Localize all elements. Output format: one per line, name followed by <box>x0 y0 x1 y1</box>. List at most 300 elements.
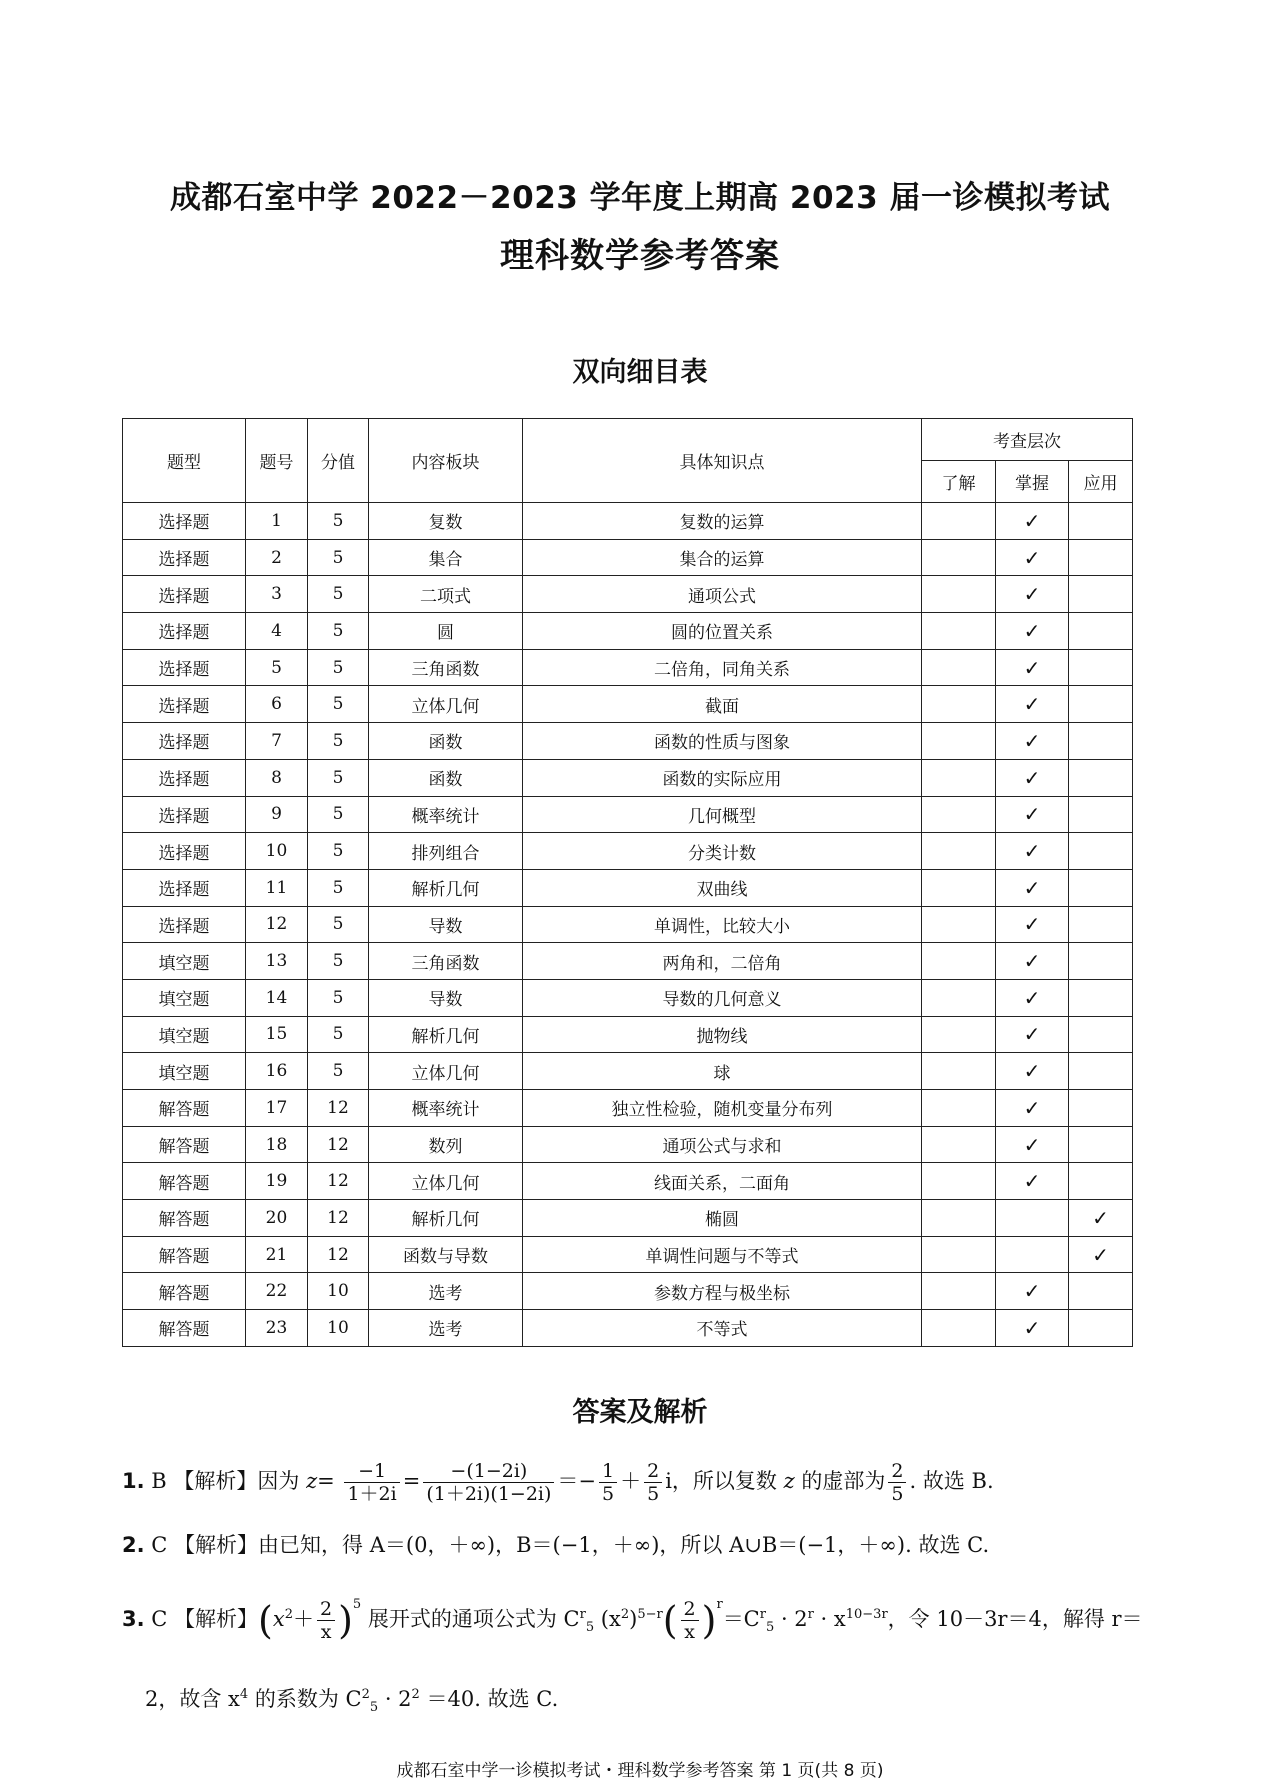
cell-level-apply <box>1069 979 1133 1016</box>
cell-type: 填空题 <box>123 979 246 1016</box>
cell-number: 11 <box>246 869 308 906</box>
cell-score: 5 <box>308 576 369 613</box>
spec-table-title: 双向细目表 <box>572 357 708 388</box>
cell-level-apply <box>1069 503 1133 540</box>
denominator: x <box>320 1621 332 1643</box>
cell-type: 解答题 <box>123 1126 246 1163</box>
cell-level-understand <box>922 503 996 540</box>
cell-level-apply <box>1069 759 1133 796</box>
table-row <box>123 1090 1133 1127</box>
cell-type: 选择题 <box>123 906 246 943</box>
cell-score: 5 <box>308 796 369 833</box>
cell-module: 二项式 <box>369 576 523 613</box>
cell-type: 解答题 <box>123 1273 246 1310</box>
cell-type: 选择题 <box>123 686 246 723</box>
numerator: 2 <box>317 1598 335 1621</box>
cell-level-master <box>996 503 1069 540</box>
answer-text: 的虚部为 <box>794 1469 886 1493</box>
cell-level-master <box>996 869 1069 906</box>
analysis-tag: 【解析】 <box>173 1469 258 1493</box>
cell-score: 5 <box>308 1016 369 1053</box>
exponent: 5 <box>352 1597 362 1612</box>
cell-type: 选择题 <box>123 649 246 686</box>
exponent: 2 <box>620 1607 630 1622</box>
cell-number: 10 <box>246 833 308 870</box>
cell-knowledge: 二倍角，同角关系 <box>523 649 922 686</box>
cell-type: 填空题 <box>123 943 246 980</box>
check-mark-icon: ✓ <box>1023 839 1041 864</box>
cell-knowledge: 集合的运算 <box>523 539 922 576</box>
fraction <box>681 1598 699 1643</box>
cell-module: 数列 <box>369 1126 523 1163</box>
cell-level-understand <box>922 979 996 1016</box>
right-paren: ) <box>701 1598 717 1643</box>
check-mark-icon: ✓ <box>1023 949 1041 974</box>
cell-module: 函数与导数 <box>369 1236 523 1273</box>
cell-number: 22 <box>246 1273 308 1310</box>
variable-x: x <box>272 1607 285 1631</box>
cell-knowledge: 单调性问题与不等式 <box>523 1236 922 1273</box>
numerator: −1 <box>344 1460 399 1483</box>
cell-level-master <box>996 906 1069 943</box>
cell-knowledge: 圆的位置关系 <box>523 613 922 650</box>
cell-level-understand <box>922 613 996 650</box>
cell-level-understand <box>922 723 996 760</box>
equals-sign: = <box>402 1469 421 1493</box>
denominator: 5 <box>602 1483 615 1505</box>
cell-type: 解答题 <box>123 1200 246 1237</box>
cell-level-master <box>996 1163 1069 1200</box>
cell-level-master <box>996 1016 1069 1053</box>
left-paren: ( <box>662 1598 678 1643</box>
check-mark-icon: ✓ <box>1023 728 1041 753</box>
cell-level-understand <box>922 796 996 833</box>
cell-knowledge: 分类计数 <box>523 833 922 870</box>
cell-level-apply <box>1069 833 1133 870</box>
answers-title: 答案及解析 <box>572 1397 708 1428</box>
answer-text: 因为 <box>257 1469 307 1493</box>
table-row <box>123 1236 1133 1273</box>
exponent: r <box>807 1607 814 1622</box>
cell-module: 复数 <box>369 503 523 540</box>
cell-level-apply <box>1069 906 1133 943</box>
cell-module: 函数 <box>369 759 523 796</box>
cell-knowledge: 抛物线 <box>523 1016 922 1053</box>
cell-knowledge: 不等式 <box>523 1310 922 1347</box>
right-paren: ) <box>338 1598 353 1643</box>
cell-level-master <box>996 613 1069 650</box>
exponent: 5−r <box>637 1607 663 1622</box>
cell-module: 排列组合 <box>369 833 523 870</box>
check-mark-icon: ✓ <box>1023 545 1041 570</box>
cell-number: 9 <box>246 796 308 833</box>
cell-level-understand <box>922 686 996 723</box>
cell-level-master <box>996 1126 1069 1163</box>
cell-level-understand <box>922 1126 996 1163</box>
check-mark-icon: ✓ <box>1023 618 1041 643</box>
denominator: 5 <box>647 1483 660 1505</box>
superscript: r <box>579 1607 586 1622</box>
cell-number: 20 <box>246 1200 308 1237</box>
denominator: x <box>684 1621 695 1643</box>
check-mark-icon: ✓ <box>1023 582 1041 607</box>
cell-score: 5 <box>308 759 369 796</box>
cell-knowledge: 参数方程与极坐标 <box>523 1273 922 1310</box>
check-mark-icon: ✓ <box>1023 692 1041 717</box>
cell-module: 概率统计 <box>369 796 523 833</box>
cell-module: 立体几何 <box>369 686 523 723</box>
cell-type: 填空题 <box>123 1053 246 1090</box>
cell-level-master <box>996 943 1069 980</box>
table-row <box>123 1200 1133 1237</box>
cell-level-apply <box>1069 723 1133 760</box>
header-module: 内容板块 <box>369 419 523 503</box>
cell-level-master <box>996 539 1069 576</box>
answer-text: 由已知，得 A＝(0，＋∞)，B＝(−1，＋∞)，所以 A∪B＝(−1，＋∞). 故选 C. <box>258 1533 990 1557</box>
cell-module: 三角函数 <box>369 943 523 980</box>
numerator: −(1−2i) <box>423 1460 554 1483</box>
cell-type: 选择题 <box>123 613 246 650</box>
page-footer: 成都石室中学一诊模拟考试・理科数学参考答案 第 1 页(共 8 页) <box>396 1761 884 1781</box>
cell-level-apply <box>1069 1053 1133 1090</box>
exponent: r <box>716 1597 723 1612</box>
header-type: 题型 <box>123 419 246 503</box>
numerator: 2 <box>681 1598 699 1621</box>
cell-score: 5 <box>308 1053 369 1090</box>
superscript: 2 <box>361 1687 370 1702</box>
fraction <box>423 1460 554 1505</box>
table-row <box>123 869 1133 906</box>
answer-text: ＝− <box>557 1469 597 1493</box>
spec-table <box>122 418 1133 1347</box>
header-number: 题号 <box>246 419 308 503</box>
plus-sign: ＋ <box>620 1469 642 1493</box>
subscript: 5 <box>765 1620 775 1636</box>
answer-text: ) <box>629 1607 638 1631</box>
check-mark-icon: ✓ <box>1023 875 1041 900</box>
check-mark-icon: ✓ <box>1023 655 1041 680</box>
cell-type: 选择题 <box>123 503 246 540</box>
exponent: 10−3r <box>845 1607 888 1622</box>
cell-knowledge: 通项公式与求和 <box>523 1126 922 1163</box>
cell-type: 解答题 <box>123 1163 246 1200</box>
answer-text: ＝40. 故选 C. <box>419 1687 559 1711</box>
cell-level-apply <box>1069 613 1133 650</box>
answer-1 <box>122 1460 1142 1505</box>
cell-type: 填空题 <box>123 1016 246 1053</box>
answer-text: 展开式的通项公式为 C <box>361 1607 580 1631</box>
cell-module: 立体几何 <box>369 1163 523 1200</box>
fraction <box>888 1460 906 1505</box>
cell-score: 12 <box>308 1090 369 1127</box>
cell-level-apply <box>1069 943 1133 980</box>
check-mark-icon: ✓ <box>1023 985 1041 1010</box>
cell-level-understand <box>922 649 996 686</box>
table-row <box>123 979 1133 1016</box>
cell-level-understand <box>922 576 996 613</box>
cell-level-master <box>996 1236 1069 1273</box>
table-row <box>123 503 1133 540</box>
left-paren: ( <box>258 1598 273 1643</box>
cell-score: 5 <box>308 833 369 870</box>
answer-choice: B <box>151 1469 167 1493</box>
answer-text: (x <box>594 1607 621 1631</box>
header-score: 分值 <box>308 419 369 503</box>
cell-score: 10 <box>308 1310 369 1347</box>
cell-score: 5 <box>308 723 369 760</box>
check-mark-icon: ✓ <box>1023 1169 1041 1194</box>
cell-level-master <box>996 1310 1069 1347</box>
cell-level-understand <box>922 943 996 980</box>
cell-level-master <box>996 1053 1069 1090</box>
answer-number: 3. <box>122 1607 145 1631</box>
cell-number: 14 <box>246 979 308 1016</box>
cell-module: 圆 <box>369 613 523 650</box>
cell-level-master <box>996 649 1069 686</box>
cell-level-apply <box>1069 1310 1133 1347</box>
cell-level-understand <box>922 1163 996 1200</box>
cell-number: 1 <box>246 503 308 540</box>
cell-level-apply <box>1069 1273 1133 1310</box>
exponent: 2 <box>284 1607 293 1622</box>
cell-module: 立体几何 <box>369 1053 523 1090</box>
cell-number: 2 <box>246 539 308 576</box>
variable-z: z <box>783 1469 795 1493</box>
numerator: 1 <box>599 1460 617 1483</box>
cell-knowledge: 函数的性质与图象 <box>523 723 922 760</box>
header-level-master: 掌握 <box>996 461 1069 503</box>
cell-level-master <box>996 1090 1069 1127</box>
check-mark-icon: ✓ <box>1023 1132 1041 1157</box>
table-row <box>123 1016 1133 1053</box>
header-level-apply: 应用 <box>1069 461 1133 503</box>
check-mark-icon: ✓ <box>1023 1315 1041 1340</box>
fraction <box>599 1460 617 1505</box>
cell-number: 5 <box>246 649 308 686</box>
cell-level-master <box>996 723 1069 760</box>
cell-level-understand <box>922 869 996 906</box>
cell-score: 5 <box>308 539 369 576</box>
cell-type: 选择题 <box>123 833 246 870</box>
table-row <box>123 649 1133 686</box>
fraction <box>344 1460 399 1505</box>
cell-type: 选择题 <box>123 576 246 613</box>
cell-level-apply <box>1069 1200 1133 1237</box>
check-mark-icon: ✓ <box>1023 508 1041 533</box>
cell-module: 概率统计 <box>369 1090 523 1127</box>
cell-level-understand <box>922 1310 996 1347</box>
cell-score: 10 <box>308 1273 369 1310</box>
cell-score: 12 <box>308 1236 369 1273</box>
cell-level-understand <box>922 906 996 943</box>
cell-level-apply <box>1069 796 1133 833</box>
answer-number: 1. <box>122 1469 145 1493</box>
document-subtitle: 理科数学参考答案 <box>500 236 780 276</box>
table-row <box>123 759 1133 796</box>
cell-number: 13 <box>246 943 308 980</box>
cell-number: 8 <box>246 759 308 796</box>
cell-type: 选择题 <box>123 539 246 576</box>
equals-sign: = <box>317 1469 335 1493</box>
answer-number: 2. <box>122 1533 145 1557</box>
numerator: 2 <box>644 1460 662 1483</box>
answer-choice: C <box>151 1533 168 1557</box>
cell-module: 函数 <box>369 723 523 760</box>
cell-score: 5 <box>308 686 369 723</box>
exponent: 2 <box>411 1687 420 1702</box>
cell-type: 解答题 <box>123 1310 246 1347</box>
superscript: r <box>759 1607 766 1622</box>
cell-level-understand <box>922 759 996 796</box>
cell-level-apply <box>1069 649 1133 686</box>
cell-level-master <box>996 796 1069 833</box>
table-row <box>123 1163 1133 1200</box>
cell-knowledge: 独立性检验，随机变量分布列 <box>523 1090 922 1127</box>
cell-score: 5 <box>308 979 369 1016</box>
cell-level-master <box>996 576 1069 613</box>
cell-number: 23 <box>246 1310 308 1347</box>
table-row <box>123 833 1133 870</box>
cell-level-master <box>996 979 1069 1016</box>
cell-level-master <box>996 1200 1069 1237</box>
answer-3 <box>122 1590 1142 1643</box>
cell-score: 5 <box>308 503 369 540</box>
cell-level-apply <box>1069 1126 1133 1163</box>
answer-text: 2，故含 x <box>145 1687 240 1711</box>
cell-number: 3 <box>246 576 308 613</box>
cell-level-master <box>996 759 1069 796</box>
table-row <box>123 1126 1133 1163</box>
answer-text: · 2 <box>774 1607 808 1631</box>
check-mark-icon: ✓ <box>1023 765 1041 790</box>
cell-level-understand <box>922 539 996 576</box>
cell-level-apply <box>1069 1016 1133 1053</box>
cell-number: 19 <box>246 1163 308 1200</box>
cell-knowledge: 截面 <box>523 686 922 723</box>
cell-level-understand <box>922 1236 996 1273</box>
answer-text: · x <box>813 1607 846 1631</box>
answer-text: ，令 10－3r＝4，解得 r＝ <box>887 1607 1143 1631</box>
cell-knowledge: 通项公式 <box>523 576 922 613</box>
check-mark-icon: ✓ <box>1023 1279 1041 1304</box>
cell-level-master <box>996 833 1069 870</box>
cell-module: 选考 <box>369 1310 523 1347</box>
cell-level-apply <box>1069 576 1133 613</box>
cell-knowledge: 两角和，二倍角 <box>523 943 922 980</box>
denominator: (1＋2i)(1−2i) <box>426 1483 552 1505</box>
numerator: 2 <box>888 1460 906 1483</box>
cell-module: 三角函数 <box>369 649 523 686</box>
cell-level-understand <box>922 1016 996 1053</box>
cell-level-apply <box>1069 1163 1133 1200</box>
cell-type: 选择题 <box>123 796 246 833</box>
cell-level-master <box>996 1273 1069 1310</box>
check-mark-icon: ✓ <box>1023 802 1041 827</box>
answer-choice: C <box>151 1607 168 1631</box>
header-level-group: 考查层次 <box>922 419 1133 461</box>
cell-level-apply <box>1069 1090 1133 1127</box>
cell-score: 5 <box>308 943 369 980</box>
answer-text: . 故选 B. <box>909 1469 994 1493</box>
cell-module: 解析几何 <box>369 869 523 906</box>
cell-module: 解析几何 <box>369 1200 523 1237</box>
fraction <box>644 1460 662 1505</box>
cell-score: 12 <box>308 1200 369 1237</box>
cell-number: 16 <box>246 1053 308 1090</box>
plus-sign: ＋ <box>293 1607 314 1631</box>
cell-number: 7 <box>246 723 308 760</box>
cell-number: 4 <box>246 613 308 650</box>
cell-module: 选考 <box>369 1273 523 1310</box>
cell-number: 21 <box>246 1236 308 1273</box>
cell-level-apply <box>1069 869 1133 906</box>
cell-knowledge: 几何概型 <box>523 796 922 833</box>
cell-score: 5 <box>308 869 369 906</box>
cell-level-understand <box>922 833 996 870</box>
cell-type: 解答题 <box>123 1236 246 1273</box>
cell-module: 解析几何 <box>369 1016 523 1053</box>
table-row <box>123 906 1133 943</box>
cell-number: 15 <box>246 1016 308 1053</box>
table-row <box>123 943 1133 980</box>
cell-score: 5 <box>308 649 369 686</box>
cell-level-apply <box>1069 1236 1133 1273</box>
table-row <box>123 1053 1133 1090</box>
cell-number: 12 <box>246 906 308 943</box>
check-mark-icon: ✓ <box>1023 1022 1041 1047</box>
cell-number: 17 <box>246 1090 308 1127</box>
cell-knowledge: 导数的几何意义 <box>523 979 922 1016</box>
cell-score: 12 <box>308 1163 369 1200</box>
cell-level-master <box>996 686 1069 723</box>
cell-type: 选择题 <box>123 869 246 906</box>
table-row <box>123 576 1133 613</box>
cell-number: 6 <box>246 686 308 723</box>
check-mark-icon: ✓ <box>1092 1205 1109 1230</box>
analysis-tag: 【解析】 <box>174 1533 259 1557</box>
cell-level-apply <box>1069 686 1133 723</box>
cell-level-apply <box>1069 539 1133 576</box>
answer-text: ＝C <box>722 1607 760 1631</box>
table-row <box>123 539 1133 576</box>
cell-level-understand <box>922 1090 996 1127</box>
cell-type: 选择题 <box>123 759 246 796</box>
table-row <box>123 1310 1133 1347</box>
answer-2 <box>122 1530 1142 1560</box>
spec-table-body <box>123 503 1133 1347</box>
cell-knowledge: 复数的运算 <box>523 503 922 540</box>
cell-module: 集合 <box>369 539 523 576</box>
header-knowledge: 具体知识点 <box>523 419 922 503</box>
fraction <box>317 1598 335 1643</box>
cell-number: 18 <box>246 1126 308 1163</box>
cell-type: 解答题 <box>123 1090 246 1127</box>
analysis-tag: 【解析】 <box>174 1607 259 1631</box>
cell-score: 12 <box>308 1126 369 1163</box>
cell-knowledge: 双曲线 <box>523 869 922 906</box>
cell-score: 5 <box>308 613 369 650</box>
table-row <box>123 723 1133 760</box>
subscript: 5 <box>369 1700 379 1716</box>
denominator: 5 <box>891 1483 904 1505</box>
table-row <box>123 686 1133 723</box>
check-mark-icon: ✓ <box>1092 1242 1109 1267</box>
cell-level-understand <box>922 1273 996 1310</box>
cell-module: 导数 <box>369 906 523 943</box>
cell-score: 5 <box>308 906 369 943</box>
variable-z: z <box>306 1469 318 1493</box>
cell-knowledge: 椭圆 <box>523 1200 922 1237</box>
